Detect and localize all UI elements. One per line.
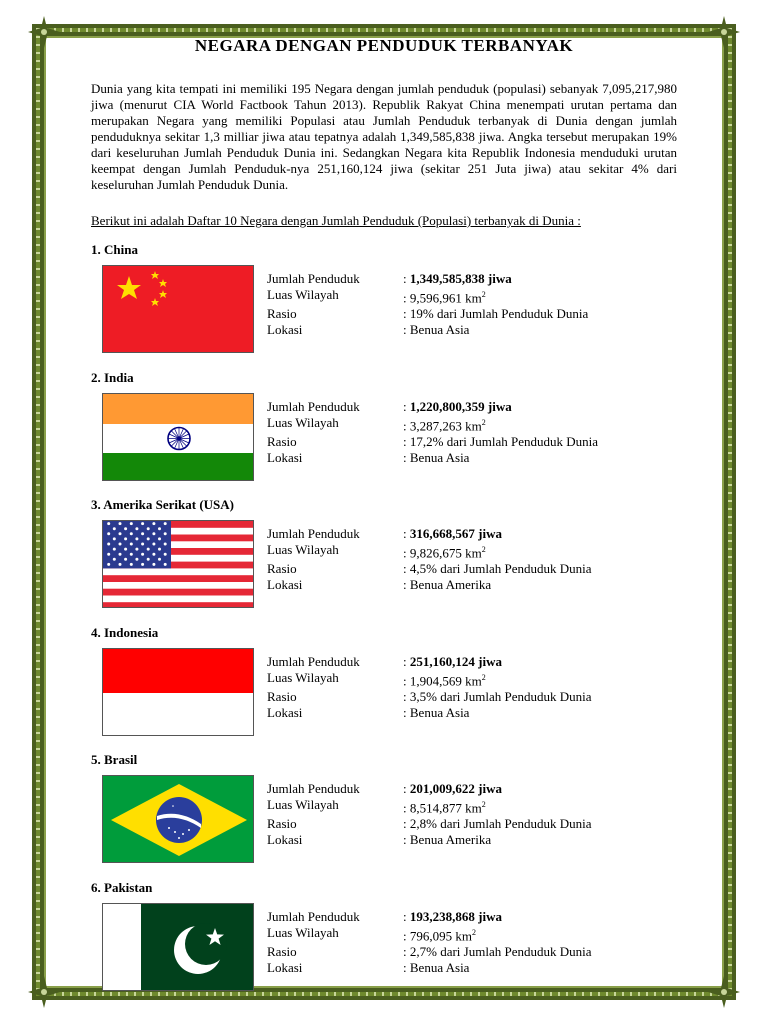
population-row: Jumlah Penduduk : 316,668,567 jiwa bbox=[267, 526, 502, 541]
population-value: 1,349,585,838 jiwa bbox=[409, 271, 512, 286]
population-value: 251,160,124 jiwa bbox=[409, 654, 502, 669]
location-value: Benua Asia bbox=[409, 705, 470, 721]
area-label: Luas Wilayah bbox=[267, 542, 339, 557]
ratio-label: Rasio bbox=[267, 816, 297, 832]
location-label: Lokasi bbox=[267, 832, 303, 848]
area-row: Luas Wilayah : 9,826,675 $km^2$ bbox=[267, 542, 486, 561]
country-info bbox=[267, 526, 592, 593]
area-label: Luas Wilayah bbox=[267, 415, 339, 430]
area-unit-superscript: 2 bbox=[481, 673, 486, 682]
location-label: Lokasi bbox=[267, 450, 303, 466]
indonesia-flag bbox=[102, 648, 254, 736]
country-heading: 6. Pakistan bbox=[91, 880, 153, 895]
country-heading: 4. Indonesia bbox=[91, 625, 159, 640]
brazil-flag bbox=[102, 775, 254, 863]
population-label: Jumlah Penduduk bbox=[267, 781, 360, 796]
country-heading: 5. Brasil bbox=[91, 752, 138, 767]
location-value: Benua Asia bbox=[409, 960, 470, 976]
ratio-value: 4,5% dari Jumlah Penduduk Dunia bbox=[409, 561, 592, 577]
area-label: Luas Wilayah bbox=[267, 797, 339, 812]
ratio-row: Rasio : 19% dari Jumlah Penduduk Dunia bbox=[267, 306, 589, 322]
usa-flag bbox=[102, 520, 254, 608]
area-row: Luas Wilayah : 8,514,877 $km^2$ bbox=[267, 797, 486, 816]
corner-ornament-bottom-left bbox=[26, 974, 62, 1010]
area-value: 9,596,961 km bbox=[409, 290, 482, 306]
location-row: Lokasi : Benua Asia bbox=[267, 450, 470, 466]
ratio-label: Rasio bbox=[267, 944, 297, 960]
ratio-row: Rasio : 4,5% dari Jumlah Penduduk Dunia bbox=[267, 561, 592, 577]
border-rope-bottom bbox=[40, 992, 728, 996]
border-rope-right bbox=[728, 28, 732, 996]
country-info bbox=[267, 271, 588, 338]
location-value: Benua Asia bbox=[409, 450, 470, 466]
location-row: Lokasi : Benua Asia bbox=[267, 960, 470, 976]
population-row: Jumlah Penduduk : 1,349,585,838 jiwa bbox=[267, 271, 512, 286]
location-value: Benua Amerika bbox=[409, 832, 492, 848]
corner-ornament-bottom-right bbox=[706, 974, 742, 1010]
country-info bbox=[267, 909, 592, 976]
area-row: Luas Wilayah : 9,596,961 $km^2$ bbox=[267, 287, 486, 306]
area-label: Luas Wilayah bbox=[267, 287, 339, 302]
ratio-value: 17,2% dari Jumlah Penduduk Dunia bbox=[409, 434, 598, 450]
location-row: Lokasi : Benua Asia bbox=[267, 322, 470, 338]
country-info bbox=[267, 654, 592, 721]
location-label: Lokasi bbox=[267, 322, 303, 338]
country-heading: 1. China bbox=[91, 242, 138, 257]
area-value: 3,287,263 km bbox=[409, 418, 482, 434]
location-label: Lokasi bbox=[267, 960, 303, 976]
location-label: Lokasi bbox=[267, 705, 303, 721]
population-label: Jumlah Penduduk bbox=[267, 654, 360, 669]
ratio-row: Rasio : 3,5% dari Jumlah Penduduk Dunia bbox=[267, 689, 592, 705]
ratio-label: Rasio bbox=[267, 306, 297, 322]
intro-paragraph: Dunia yang kita tempati ini memiliki 195 Negara dengan jumlah penduduk (populasi) sebanyak 7,095,217,980 jiwa (menurut CIA World Factbook Tahun 2013). Republik Rakyat China menempati urutan pertama dan merupakan Negara yang memiliki Populasi atau Jumlah Penduduk terbanyak di Dunia dengan jumlah penduduknya sekitar 1,3 milliar jiwa atau tepatnya adalah 1,349,585,838 jiwa. Angka tersebut merupakan 19% dari keseluruhan Jumlah Penduduk Dunia ini. Sedangkan Negara kita Republik Indonesia menduduki urutan keempat dengan Jumlah Penduduk-nya 251,160,124 jiwa (sekitar 251 Juta jiwa) atau sekitar 4% dari keseluruhan Jumlah Penduduk Dunia. bbox=[91, 81, 677, 192]
ratio-row: Rasio : 17,2% dari Jumlah Penduduk Dunia bbox=[267, 434, 598, 450]
pakistan-flag bbox=[102, 903, 254, 991]
area-row: Luas Wilayah : 796,095 $km^2$ bbox=[267, 925, 476, 944]
country-heading: 2. India bbox=[91, 370, 134, 385]
area-unit-superscript: 2 bbox=[481, 418, 486, 427]
area-value: 796,095 km bbox=[409, 928, 472, 944]
ratio-value: 2,8% dari Jumlah Penduduk Dunia bbox=[409, 816, 592, 832]
area-value: 8,514,877 km bbox=[409, 800, 482, 816]
location-value: Benua Amerika bbox=[409, 577, 492, 593]
ratio-label: Rasio bbox=[267, 689, 297, 705]
border-rope-left bbox=[36, 28, 40, 996]
population-row: Jumlah Penduduk : 251,160,124 jiwa bbox=[267, 654, 502, 669]
population-value: 316,668,567 jiwa bbox=[409, 526, 502, 541]
location-row: Lokasi : Benua Amerika bbox=[267, 577, 492, 593]
area-unit-superscript: 2 bbox=[481, 290, 486, 299]
country-heading: 3. Amerika Serikat (USA) bbox=[91, 497, 234, 512]
population-label: Jumlah Penduduk bbox=[267, 399, 360, 414]
ratio-value: 3,5% dari Jumlah Penduduk Dunia bbox=[409, 689, 592, 705]
population-label: Jumlah Penduduk bbox=[267, 526, 360, 541]
area-unit-superscript: 2 bbox=[481, 800, 486, 809]
location-label: Lokasi bbox=[267, 577, 303, 593]
list-heading: Berikut ini adalah Daftar 10 Negara dengan Jumlah Penduduk (Populasi) terbanyak di Dunia : bbox=[91, 213, 581, 228]
area-label: Luas Wilayah bbox=[267, 925, 339, 940]
ratio-value: 2,7% dari Jumlah Penduduk Dunia bbox=[409, 944, 592, 960]
location-row: Lokasi : Benua Amerika bbox=[267, 832, 492, 848]
area-row: Luas Wilayah : 1,904,569 $km^2$ bbox=[267, 670, 486, 689]
area-label: Luas Wilayah bbox=[267, 670, 339, 685]
area-value: 9,826,675 km bbox=[409, 545, 482, 561]
country-info bbox=[267, 399, 598, 466]
ratio-label: Rasio bbox=[267, 561, 297, 577]
population-value: 1,220,800,359 jiwa bbox=[409, 399, 512, 414]
ratio-label: Rasio bbox=[267, 434, 297, 450]
population-label: Jumlah Penduduk bbox=[267, 909, 360, 924]
location-value: Benua Asia bbox=[409, 322, 470, 338]
country-info bbox=[267, 781, 592, 848]
area-row: Luas Wilayah : 3,287,263 $km^2$ bbox=[267, 415, 486, 434]
ratio-row: Rasio : 2,7% dari Jumlah Penduduk Dunia bbox=[267, 944, 592, 960]
area-unit-superscript: 2 bbox=[472, 928, 476, 937]
population-row: Jumlah Penduduk : 1,220,800,359 jiwa bbox=[267, 399, 512, 414]
india-flag bbox=[102, 393, 254, 481]
population-value: 193,238,868 jiwa bbox=[409, 909, 502, 924]
population-label: Jumlah Penduduk bbox=[267, 271, 360, 286]
border-rope-top bbox=[40, 28, 728, 32]
population-row: Jumlah Penduduk : 193,238,868 jiwa bbox=[267, 909, 502, 924]
page-title: NEGARA DENGAN PENDUDUK TERBANYAK bbox=[194, 36, 574, 55]
location-row: Lokasi : Benua Asia bbox=[267, 705, 470, 721]
population-row: Jumlah Penduduk : 201,009,622 jiwa bbox=[267, 781, 502, 796]
china-flag bbox=[102, 265, 254, 353]
ratio-value: 19% dari Jumlah Penduduk Dunia bbox=[409, 306, 589, 322]
population-value: 201,009,622 jiwa bbox=[409, 781, 502, 796]
area-unit-superscript: 2 bbox=[481, 545, 486, 554]
area-value: 1,904,569 km bbox=[409, 673, 482, 689]
ratio-row: Rasio : 2,8% dari Jumlah Penduduk Dunia bbox=[267, 816, 592, 832]
